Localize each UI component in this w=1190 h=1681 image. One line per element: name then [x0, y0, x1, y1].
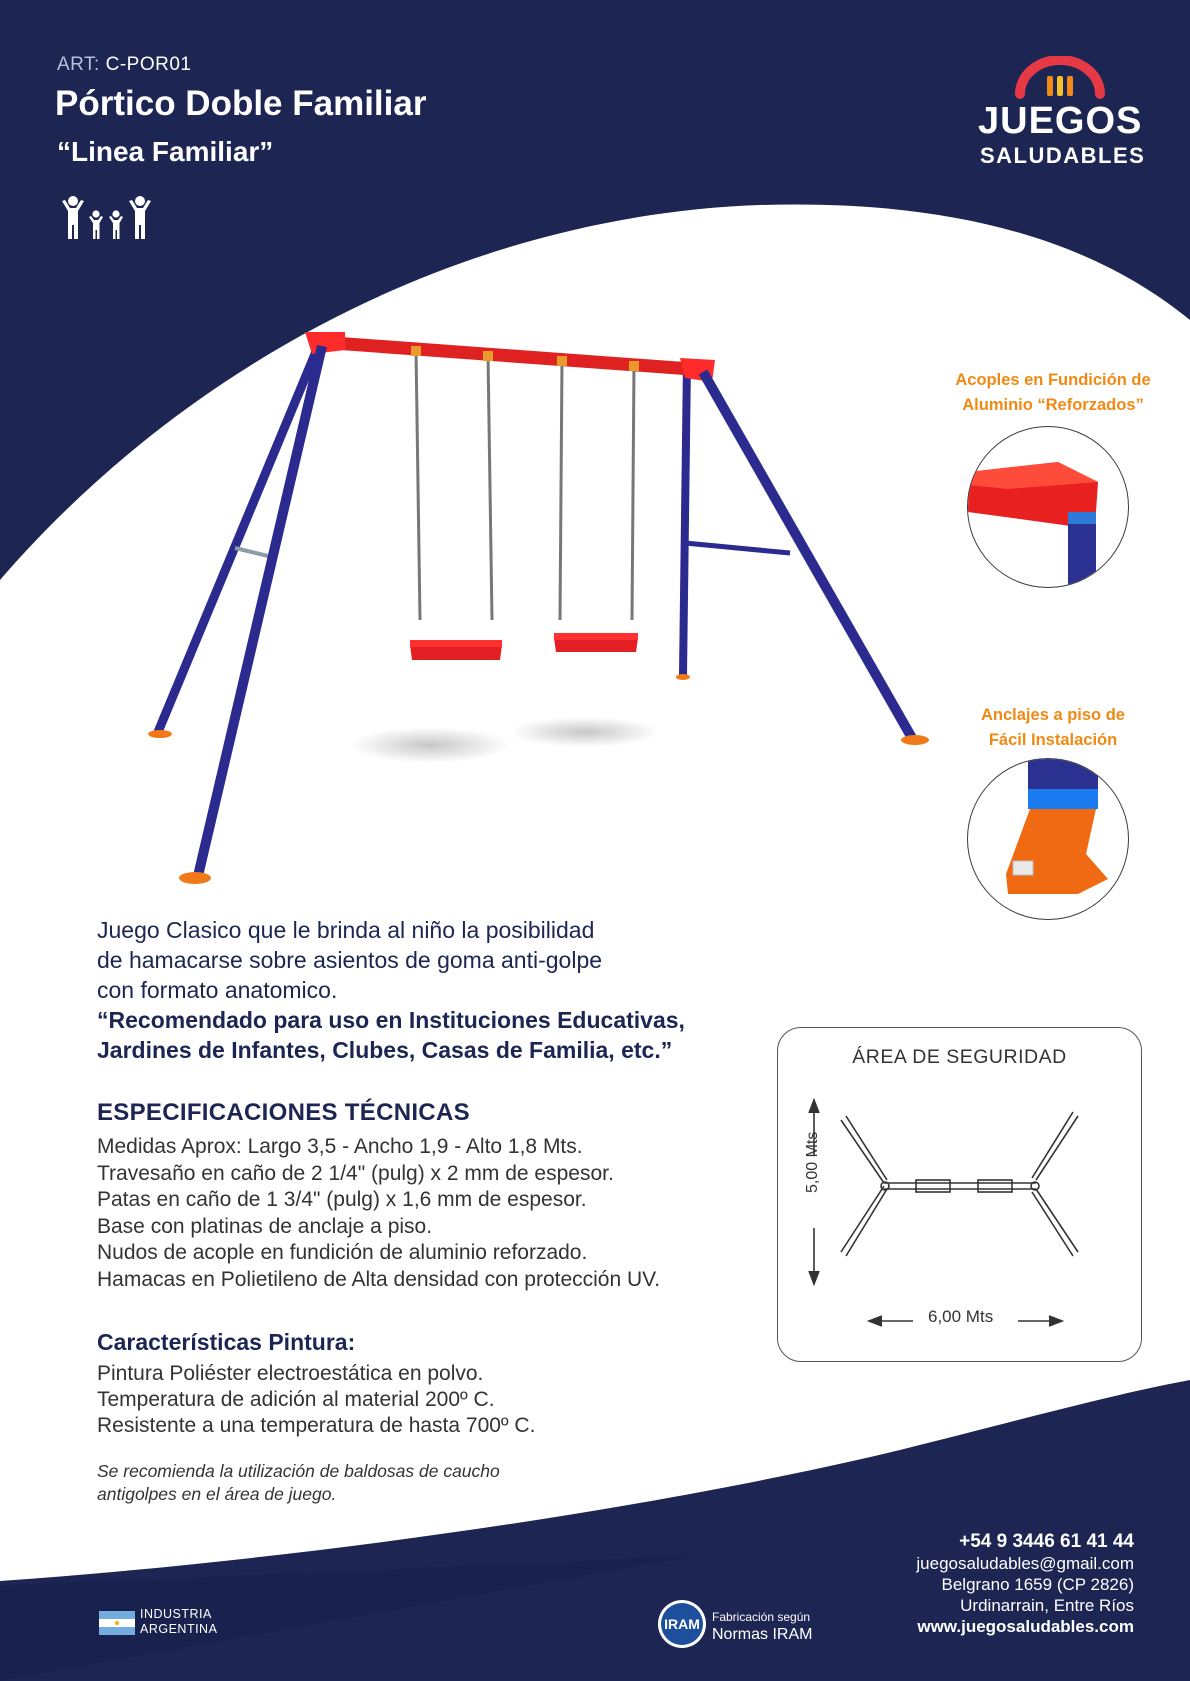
specs-heading: ESPECIFICACIONES TÉCNICAS — [97, 1099, 470, 1126]
description-line: Juego Clasico que le brinda al niño la posibilidad — [97, 917, 595, 943]
product-description — [97, 915, 717, 1065]
paint-item: Temperatura de adición al material 200º C. — [97, 1388, 495, 1411]
feature-label-couplings — [938, 368, 1168, 418]
contact-city: Urdinarrain, Entre Ríos — [960, 1596, 1134, 1615]
paint-heading: Características Pintura: — [97, 1329, 356, 1355]
description-line: de hamacarse sobre asientos de goma anti-golpe — [97, 947, 603, 973]
coupling-detail-image — [967, 426, 1129, 588]
contact-phone[interactable]: +54 9 3446 61 41 44 — [959, 1531, 1134, 1552]
industria-argentina-label — [140, 1607, 217, 1637]
brand-name-line2: SALUDABLES — [980, 143, 1146, 168]
note-line: Se recomienda la utilización de baldosas de caucho — [97, 1461, 500, 1481]
safety-height-label: 5,00 Mts — [804, 1131, 821, 1193]
spec-item: Nudos de acople en fundición de aluminio reforzado. — [97, 1241, 588, 1264]
art-code: C-POR01 — [105, 54, 192, 75]
swing-set-illustration — [140, 320, 940, 900]
paint-list — [97, 1361, 535, 1439]
spec-item: Medidas Aprox: Largo 3,5 - Ancho 1,9 - Alto 1,8 Mts. — [97, 1135, 583, 1158]
specs-list — [97, 1134, 717, 1293]
feature-label-anchors — [938, 703, 1168, 753]
art-label: ART: — [57, 54, 100, 75]
family-icon — [60, 195, 160, 241]
description-line: con formato anatomico. — [97, 977, 338, 1003]
feature-label-line: Fácil Instalación — [988, 730, 1118, 749]
paint-item: Pintura Poliéster electroestática en polvo. — [97, 1362, 484, 1385]
feature-label-line: Anclajes a piso de — [981, 706, 1125, 724]
iram-seal-icon — [656, 1598, 708, 1650]
paint-item: Resistente a una temperatura de hasta 700º C. — [97, 1414, 536, 1437]
note-line: antigolpes en el área de juego. — [97, 1484, 337, 1504]
spec-item: Travesaño en caño de 2 1/4" (pulg) x 2 mm de espesor. — [97, 1161, 614, 1185]
iram-line: Fabricación según — [712, 1610, 811, 1624]
safety-area-box — [777, 1027, 1142, 1362]
industria-line: INDUSTRIA — [140, 1607, 212, 1621]
contact-website[interactable]: www.juegosaludables.com — [917, 1617, 1134, 1636]
article-code — [57, 54, 191, 76]
argentina-flag-icon — [99, 1611, 135, 1635]
product-subtitle: “Linea Familiar” — [57, 136, 274, 167]
spec-item: Hamacas en Polietileno de Alta densidad con protección UV. — [97, 1267, 661, 1291]
recommendation-line: Jardines de Infantes, Clubes, Casas de Familia, etc.” — [97, 1037, 673, 1063]
iram-norms-label — [712, 1608, 812, 1644]
industria-line: ARGENTINA — [140, 1622, 218, 1636]
product-title: Pórtico Doble Familiar — [55, 84, 427, 123]
spec-item: Patas en caño de 1 3/4" (pulg) x 1,6 mm de espesor. — [97, 1188, 587, 1211]
anchor-detail-image — [967, 758, 1129, 920]
feature-label-line: Acoples en Fundición de — [955, 371, 1151, 389]
spec-item: Base con platinas de anclaje a piso. — [97, 1214, 433, 1238]
contact-block — [916, 1531, 1134, 1637]
recommendation-line: “Recomendado para uso en Instituciones Educativas, — [97, 1007, 685, 1033]
contact-address: Belgrano 1659 (CP 2826) — [941, 1575, 1134, 1594]
brand-name-line1: JUEGOS — [978, 100, 1143, 142]
contact-email[interactable]: juegosaludables@gmail.com — [916, 1554, 1134, 1573]
iram-badge-text: IRAM — [664, 1616, 700, 1632]
safety-width-label: 6,00 Mts — [928, 1307, 994, 1326]
iram-line: Normas IRAM — [712, 1626, 813, 1643]
feature-label-line: Aluminio “Reforzados” — [962, 395, 1144, 414]
safety-note — [97, 1460, 577, 1506]
safety-area-title: ÁREA DE SEGURIDAD — [852, 1046, 1067, 1068]
